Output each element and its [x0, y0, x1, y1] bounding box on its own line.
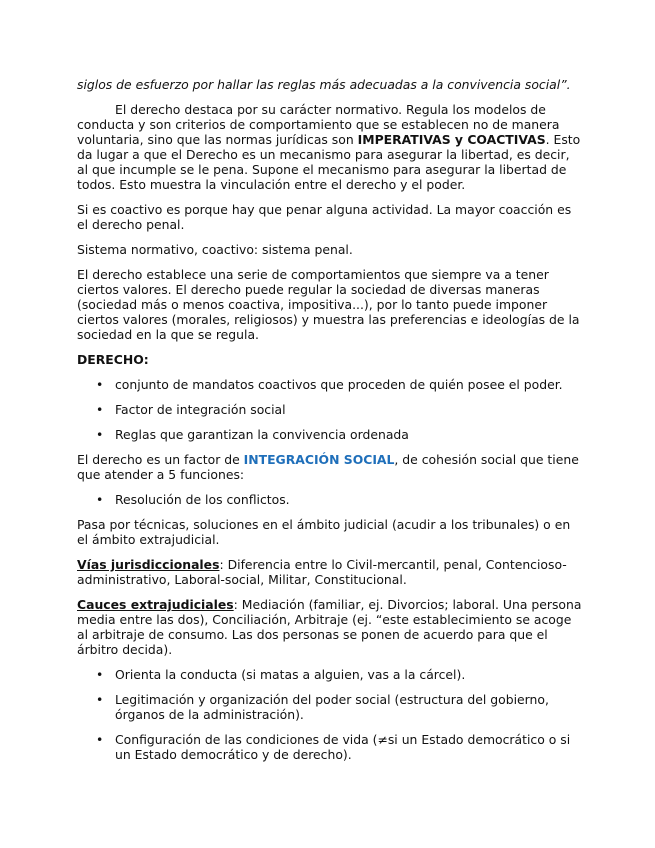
term-cauces-extrajudiciales: Cauces extrajudiciales	[77, 597, 234, 612]
emphasis-imperativas-coactivas: IMPERATIVAS y COACTIVAS	[357, 132, 546, 147]
paragraph-text: : Mediación (familiar, ej. Divorcios; laboral. Una persona media entre las dos), Conciliación, Arbitraje (ej. “este establecimiento se acoge al arbitraje de consumo. Las dos personas se ponen de acuerdo para que el árbitro decida).	[77, 597, 582, 657]
bullet-icon: •	[96, 492, 104, 507]
list-item	[77, 732, 582, 762]
list-item-text: Orienta la conducta (si matas a alguien, vas a la cárcel).	[115, 667, 466, 682]
bullet-icon: •	[96, 377, 104, 392]
paragraph-normative-character	[77, 102, 582, 192]
paragraph-comportamientos: El derecho establece una serie de comportamientos que siempre va a tener ciertos valores. El derecho puede regular la sociedad de diversas maneras (sociedad más o menos coactiva, impositiva...), por lo tanto puede imponer ciertos valores (morales, religiosos) y muestra las preferencias e ideologías de la sociedad en la que se regula.	[77, 267, 580, 342]
bullet-list-funciones	[77, 492, 582, 507]
list-item	[77, 692, 582, 722]
list-item	[77, 492, 582, 507]
document-page	[77, 77, 582, 772]
bullet-list-derecho	[77, 377, 582, 442]
paragraph-text: , de cohesión social que tiene que atender a 5 funciones:	[77, 452, 579, 482]
paragraph-coactivo: Si es coactivo es porque hay que penar alguna actividad. La mayor coacción es el derecho penal.	[77, 202, 572, 232]
term-vias-jurisdiccionales: Vías jurisdiccionales	[77, 557, 220, 572]
heading-derecho: DERECHO:	[77, 352, 149, 367]
quote-line: siglos de esfuerzo por hallar las reglas más adecuadas a la convivencia social”.	[77, 77, 571, 92]
list-item-text: conjunto de mandatos coactivos que proceden de quién posee el poder.	[115, 377, 563, 392]
bullet-icon: •	[96, 732, 104, 747]
list-item	[77, 667, 582, 682]
bullet-list-funciones-cont	[77, 667, 582, 762]
paragraph-text: El derecho destaca por su carácter normativo. Regula los modelos de conducta y son criterios de comportamiento que se establecen no de manera voluntaria, sino que las normas jurídicas son	[77, 102, 560, 147]
bullet-icon: •	[96, 402, 104, 417]
list-item	[77, 402, 582, 417]
paragraph-vias-jurisdiccionales	[77, 557, 582, 587]
bullet-icon: •	[96, 692, 104, 707]
list-item	[77, 377, 582, 392]
list-item	[77, 427, 582, 442]
paragraph-text: : Diferencia entre lo Civil-mercantil, penal, Contencioso-administrativo, Laboral-social, Militar, Constitucional.	[77, 557, 567, 587]
paragraph-sistema-normativo: Sistema normativo, coactivo: sistema penal.	[77, 242, 353, 257]
list-item-text: Configuración de las condiciones de vida (≠si un Estado democrático o si un Estado democrático y de derecho).	[115, 732, 571, 762]
paragraph-integracion-social	[77, 452, 582, 482]
paragraph-text: . Esto da lugar a que el Derecho es un mecanismo para asegurar la libertad, es decir, al que incumple se le pena. Supone el mecanismo para asegurar la libertad de todos. Esto muestra la vinculación entre el derecho y el poder.	[77, 132, 581, 192]
list-item-text: Resolución de los conflictos.	[115, 492, 290, 507]
paragraph-text: El derecho es un factor de	[77, 452, 244, 467]
list-item-text: Legitimación y organización del poder social (estructura del gobierno, órganos de la administración).	[115, 692, 549, 722]
list-item-text: Reglas que garantizan la convivencia ordenada	[115, 427, 409, 442]
paragraph-tecnicas: Pasa por técnicas, soluciones en el ámbito judicial (acudir a los tribunales) o en el ámbito extrajudicial.	[77, 517, 571, 547]
emphasis-integracion-social: INTEGRACIÓN SOCIAL	[243, 452, 395, 467]
bullet-icon: •	[96, 427, 104, 442]
list-item-text: Factor de integración social	[115, 402, 286, 417]
paragraph-cauces-extrajudiciales	[77, 597, 582, 657]
bullet-icon: •	[96, 667, 104, 682]
